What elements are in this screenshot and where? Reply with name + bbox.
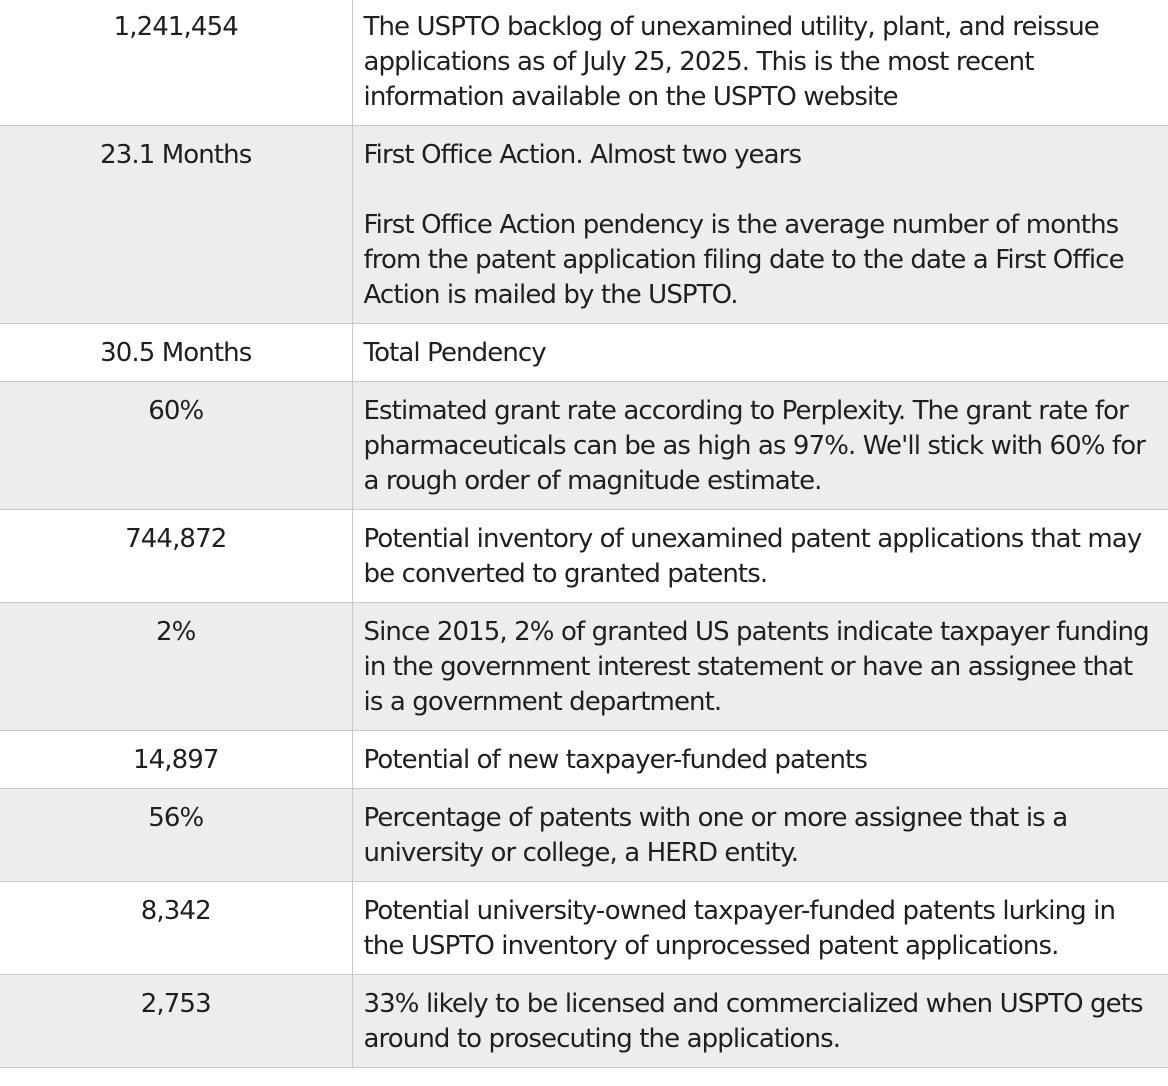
table-row [0, 789, 1168, 882]
description-cell: Total Pendency [352, 324, 1168, 382]
value-cell: 8,342 [0, 882, 352, 975]
description-extra-text: First Office Action pendency is the average number of months from the patent application filing date to the date a First Office Action is mailed by the USPTO. [363, 210, 1124, 310]
description-cell [352, 126, 1168, 324]
description-text: First Office Action. Almost two years [363, 140, 802, 170]
description-cell: Estimated grant rate according to Perplexity. The grant rate for pharmaceuticals can be as high as 97%. We'll stick with 60% for a rough order of magnitude estimate. [352, 382, 1168, 510]
value-cell: 30.5 Months [0, 324, 352, 382]
table-row [0, 324, 1168, 382]
table-row [0, 603, 1168, 731]
description-cell: Potential inventory of unexamined patent applications that may be converted to granted patents. [352, 510, 1168, 603]
description-cell: Potential university-owned taxpayer-funded patents lurking in the USPTO inventory of unprocessed patent applications. [352, 882, 1168, 975]
table-row [0, 510, 1168, 603]
table-row [0, 382, 1168, 510]
value-cell: 14,897 [0, 731, 352, 789]
value-cell: 1,241,454 [0, 0, 352, 126]
description-cell: The USPTO backlog of unexamined utility, plant, and reissue applications as of July 25, 2025. This is the most recent information available on the USPTO website [352, 0, 1168, 126]
value-cell: 2% [0, 603, 352, 731]
table-row [0, 0, 1168, 126]
table-row [0, 126, 1168, 324]
value-cell: 23.1 Months [0, 126, 352, 324]
value-cell: 56% [0, 789, 352, 882]
description-cell: Since 2015, 2% of granted US patents indicate taxpayer funding in the government interest statement or have an assignee that is a government department. [352, 603, 1168, 731]
description-cell: Percentage of patents with one or more assignee that is a university or college, a HERD entity. [352, 789, 1168, 882]
description-cell: 33% likely to be licensed and commercialized when USPTO gets around to prosecuting the applications. [352, 975, 1168, 1068]
table-row [0, 731, 1168, 789]
table-row [0, 882, 1168, 975]
table-row [0, 975, 1168, 1068]
value-cell: 744,872 [0, 510, 352, 603]
description-cell: Potential of new taxpayer-funded patents [352, 731, 1168, 789]
value-cell: 2,753 [0, 975, 352, 1068]
value-cell: 60% [0, 382, 352, 510]
paragraph-gap [364, 173, 1158, 208]
